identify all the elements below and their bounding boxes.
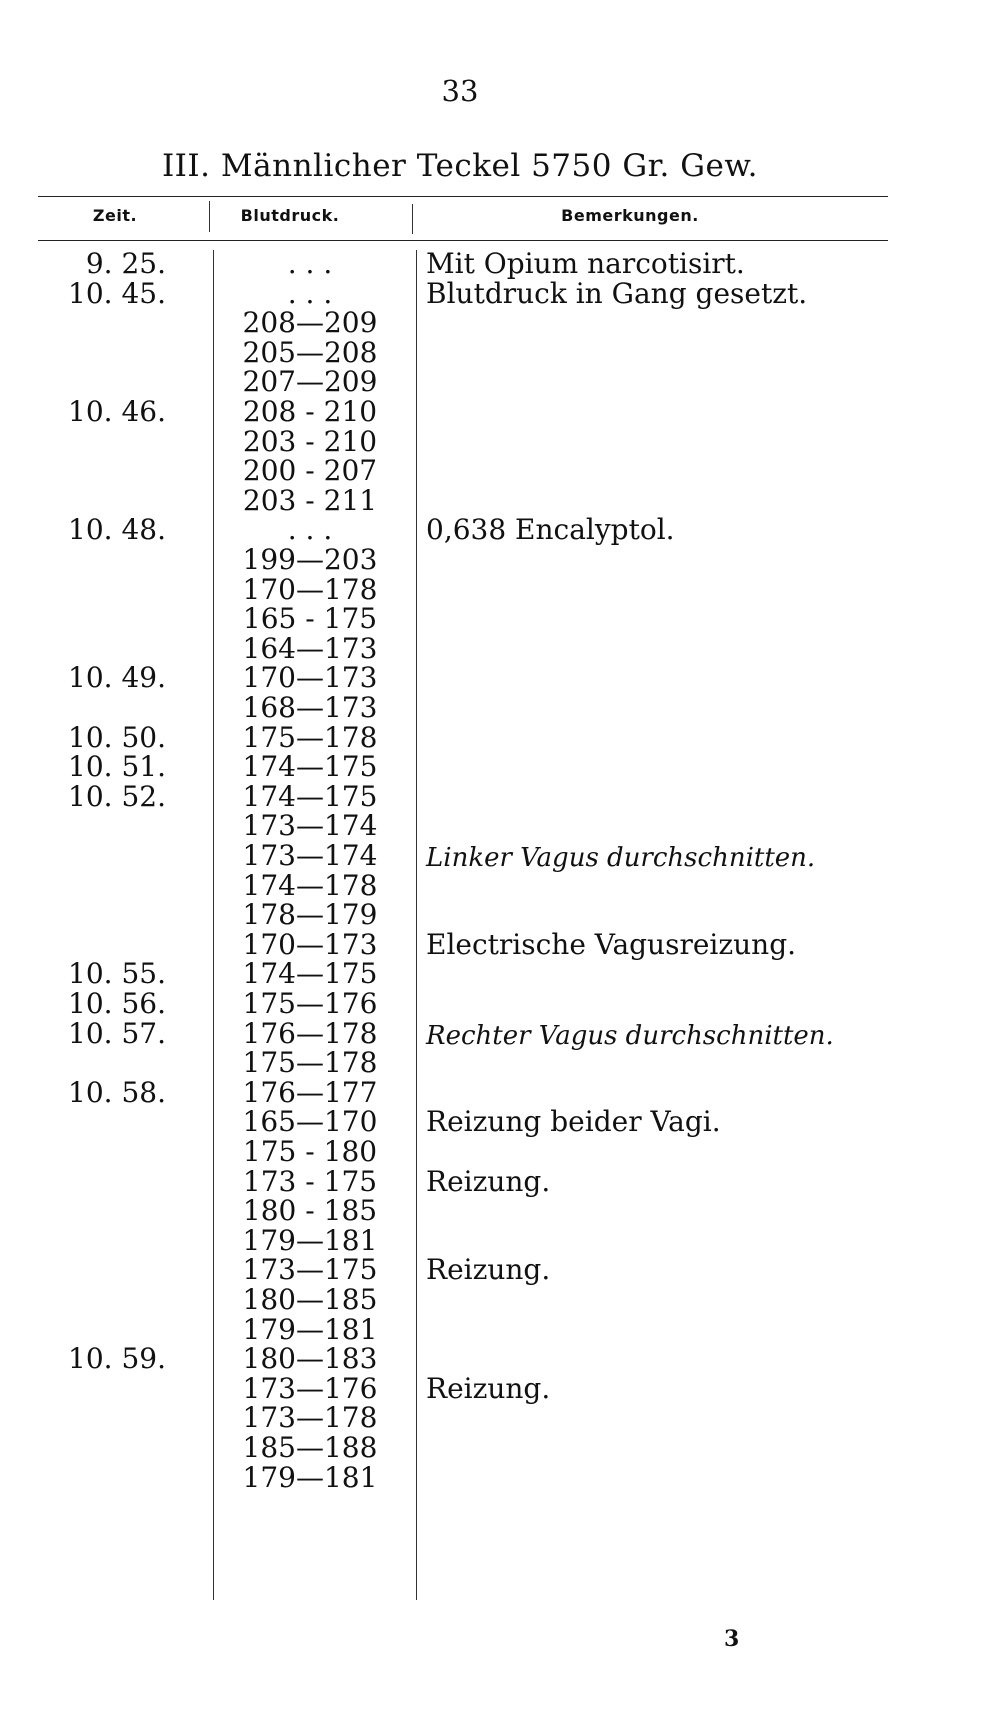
table-cell-zeit: 10. 59.: [68, 1342, 166, 1376]
table-cell-blutdruck: 208 - 210: [242, 395, 378, 428]
table-cell-blutdruck: 173—174: [242, 809, 378, 843]
table-cell-bemerkung: Blutdruck in Gang gesetzt.: [426, 276, 808, 310]
column-header-blutdruck: Blutdruck.: [240, 206, 340, 225]
table-cell-zeit: 9. 25.: [85, 247, 166, 280]
table-cell-blutdruck: 173—174: [242, 839, 378, 872]
table-cell-blutdruck: . . .: [287, 513, 333, 547]
table-cell-blutdruck: 170—173: [242, 927, 378, 961]
table-cell-blutdruck: 174—178: [242, 868, 378, 902]
table-cell-bemerkung: Mit Opium narcotisirt.: [426, 247, 745, 280]
table-cell-blutdruck: 179—181: [242, 1312, 378, 1346]
column-header-bemerkungen: Bemerkungen.: [561, 206, 699, 225]
table-cell-zeit: 10. 52.: [68, 779, 166, 813]
table-cell-blutdruck: 207—209: [242, 365, 378, 399]
table-cell-blutdruck: 175—178: [242, 1046, 378, 1080]
table-cell-blutdruck: 170—178: [242, 572, 378, 606]
table-cell-bemerkung: Rechter Vagus durchschnitten.: [426, 1020, 834, 1051]
table-cell-blutdruck: 203 - 210: [242, 424, 378, 458]
table-cell-blutdruck: 175—178: [242, 720, 378, 754]
table-cell-blutdruck: 180 - 185: [242, 1194, 378, 1228]
table-cell-blutdruck: 179—181: [242, 1460, 378, 1494]
table-cell-blutdruck: 199—203: [242, 543, 378, 576]
table-cell-blutdruck: 165—170: [242, 1105, 378, 1139]
table-cell-bemerkung: 0,638 Encalyptol.: [426, 513, 675, 547]
table-cell-blutdruck: 185—188: [242, 1431, 378, 1464]
table-cell-zeit: 10. 57.: [68, 1016, 166, 1050]
table-cell-blutdruck: 165 - 175: [242, 602, 378, 636]
table-cell-bemerkung: Reizung.: [426, 1164, 551, 1198]
table-cell-bemerkung: Electrische Vagusreizung.: [426, 927, 797, 961]
table-cell-blutdruck: 174—175: [242, 957, 378, 991]
table-cell-blutdruck: 208—209: [242, 306, 378, 340]
table-cell-bemerkung: Linker Vagus durchschnitten.: [426, 843, 816, 873]
table-cell-blutdruck: 178—179: [242, 898, 378, 932]
table-cell-blutdruck: 173—178: [242, 1401, 378, 1435]
table-cell-zeit: 10. 55.: [68, 957, 166, 991]
table-cell-blutdruck: . . .: [287, 276, 333, 310]
table-cell-zeit: 10. 51.: [68, 750, 166, 784]
table-cell-blutdruck: 164—173: [242, 631, 378, 665]
table-cell-blutdruck: 174—175: [242, 779, 378, 813]
table-cell-blutdruck: 168—173: [242, 691, 378, 724]
table-cell-blutdruck: 173 - 175: [242, 1164, 378, 1198]
table-cell-blutdruck: 200 - 207: [242, 454, 378, 488]
table-cell-bemerkung: Reizung beider Vagi.: [426, 1105, 721, 1139]
table-cell-blutdruck: . . .: [287, 247, 333, 280]
table-cell-zeit: 10. 48.: [68, 513, 166, 547]
table-cell-zeit: 10. 45.: [68, 276, 166, 310]
table-cell-blutdruck: 179—181: [242, 1223, 378, 1257]
table-cell-blutdruck: 205—208: [242, 335, 378, 369]
table-cell-zeit: 10. 56.: [68, 987, 166, 1020]
table-cell-blutdruck: 174—175: [242, 750, 378, 784]
column-header-zeit: Zeit.: [92, 206, 138, 225]
table-cell-bemerkung: Reizung.: [426, 1253, 551, 1287]
table-cell-zeit: 10. 58.: [68, 1075, 166, 1109]
table-cell-blutdruck: 175—176: [242, 987, 378, 1020]
table-cell-blutdruck: 180—185: [242, 1283, 378, 1316]
table-cell-blutdruck: 203 - 211: [242, 483, 378, 517]
signature-mark: 3: [724, 1626, 740, 1652]
table-cell-zeit: 10. 49.: [68, 661, 166, 695]
page-number: 33: [441, 74, 479, 108]
table-cell-blutdruck: 175 - 180: [242, 1135, 378, 1168]
table-cell-bemerkung: Reizung.: [426, 1371, 551, 1405]
table-cell-zeit: 10. 46.: [68, 395, 166, 428]
table-cell-blutdruck: 176—178: [242, 1016, 378, 1050]
table-cell-blutdruck: 173—176: [242, 1371, 378, 1405]
table-cell-blutdruck: 176—177: [242, 1075, 378, 1109]
table-cell-blutdruck: 180—183: [242, 1342, 378, 1376]
table-cell-blutdruck: 170—173: [242, 661, 378, 695]
page-title: III. Männlicher Teckel 5750 Gr. Gew.: [161, 148, 759, 184]
table-cell-zeit: 10. 50.: [68, 720, 166, 754]
table-cell-blutdruck: 173—175: [242, 1253, 378, 1287]
